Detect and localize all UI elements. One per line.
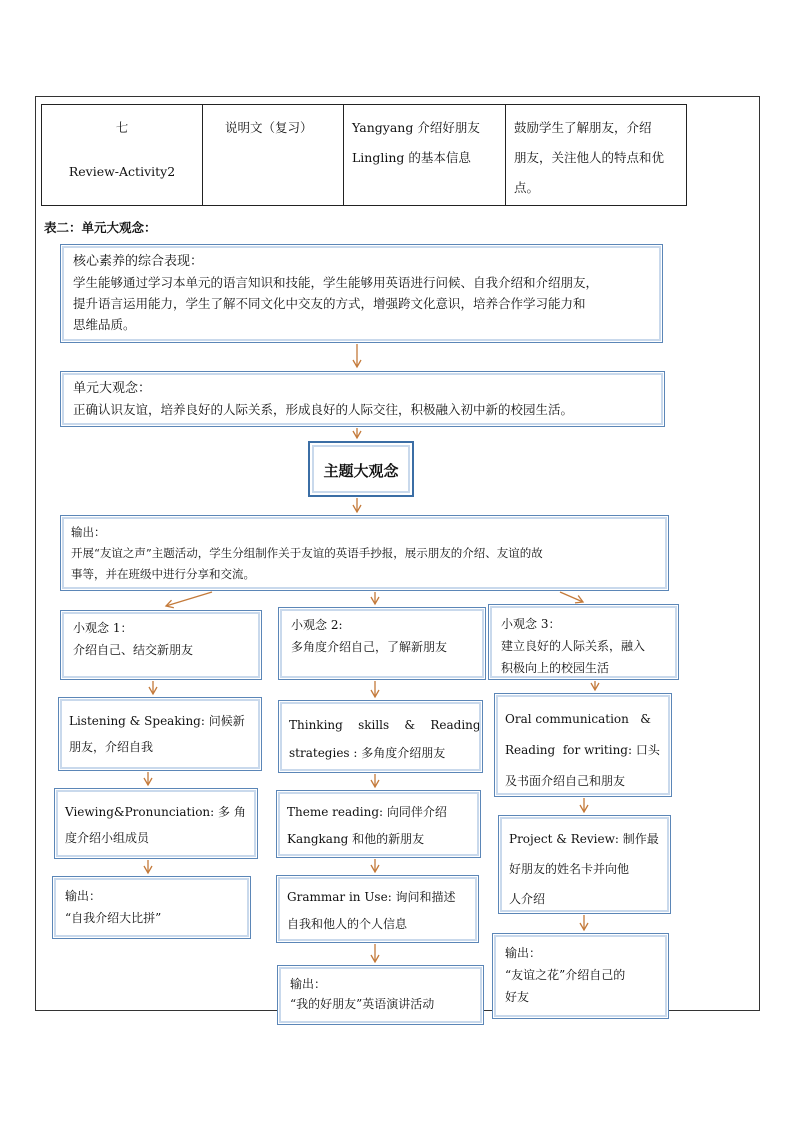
col2-output-title: 输出： bbox=[290, 977, 327, 991]
col2-step-2-line-2: Kangkang 和他的新朋友 bbox=[287, 832, 425, 846]
col2-step-3-line-1: Grammar in Use: 询问和描述 bbox=[287, 890, 456, 904]
col2-step-2-line-1: Theme reading: 向同伴介绍 bbox=[287, 805, 447, 819]
col3-step-1-line-2: Reading for writing: 口头 bbox=[505, 743, 660, 757]
unit-title: 单元大观念： bbox=[73, 381, 152, 396]
core-line-3: 思维品质。 bbox=[73, 317, 136, 332]
col2-step-1-line-2: strategies : 多角度介绍朋友 bbox=[289, 746, 446, 760]
col3-step-2-line-2: 好朋友的姓名卡并向他 bbox=[509, 862, 630, 876]
col1-output-text: “自我介绍大比拼” bbox=[65, 911, 162, 925]
col2-step-3-line-2: 自我和他人的个人信息 bbox=[287, 917, 408, 931]
col3-output-title: 输出： bbox=[505, 946, 542, 960]
col2-step-1-line-1: Thinking skills & Reading bbox=[289, 718, 481, 732]
concept-1-title: 小观念 1： bbox=[73, 621, 133, 635]
concept-2-text: 多角度介绍自己，了解新朋友 bbox=[291, 640, 448, 654]
core-line-2: 提升语言运用能力，学生了解不同文化中交友的方式，增强跨文化意识，培养合作学习能力和 bbox=[73, 296, 586, 311]
col1-step-2-line-1: Viewing&Pronunciation: 多 角 bbox=[65, 805, 246, 819]
core-line-1: 学生能够通过学习本单元的语言知识和技能，学生能够用英语进行问候、自我介绍和介绍朋友， bbox=[73, 275, 599, 290]
main-output-line-2: 事等，并在班级中进行分享和交流。 bbox=[71, 567, 255, 581]
main-output-line-1: 开展“友谊之声”主题活动，学生分组制作关于友谊的英语手抄报，展示朋友的介绍、友谊的故 bbox=[71, 546, 543, 560]
arrow-output-to-concept-1 bbox=[166, 592, 212, 606]
col1-step-2-line-2: 度介绍小组成员 bbox=[65, 831, 150, 845]
col2-output-text: “我的好朋友”英语演讲活动 bbox=[290, 997, 435, 1011]
content-line-2: Lingling 的基本信息 bbox=[352, 150, 471, 165]
concept-3-text-1: 建立良好的人际关系，融入 bbox=[501, 639, 646, 653]
col3-step-1-line-3: 及书面介绍自己和朋友 bbox=[505, 774, 626, 788]
col3-step-2-line-3: 人介绍 bbox=[509, 892, 546, 906]
concept-3-title: 小观念 3： bbox=[501, 617, 561, 631]
col3-output-text-1: “友谊之花”介绍自己的 bbox=[505, 968, 626, 982]
goal-line-3: 点。 bbox=[514, 180, 540, 195]
genre-text: 说明文（复习） bbox=[225, 120, 313, 135]
lesson-number: 七 bbox=[115, 120, 129, 135]
arrow-output-to-concept-3 bbox=[560, 592, 583, 602]
lesson-title: Review-Activity2 bbox=[68, 164, 176, 179]
col3-output-text-2: 好友 bbox=[505, 990, 530, 1004]
theme-label: 主题大观念 bbox=[323, 462, 399, 480]
goal-line-2: 朋友，关注他人的特点和优 bbox=[514, 150, 665, 165]
main-output-title: 输出： bbox=[71, 525, 106, 539]
col3-step-2-line-1: Project & Review: 制作最 bbox=[509, 832, 659, 846]
concept-2-title: 小观念 2: bbox=[291, 618, 343, 632]
goal-line-1: 鼓励学生了解朋友，介绍 bbox=[514, 120, 652, 135]
concept-1-text: 介绍自己、结交新朋友 bbox=[73, 643, 194, 657]
content-line-1: Yangyang 介绍好朋友 bbox=[352, 120, 480, 135]
col3-step-1-line-1: Oral communication & bbox=[505, 712, 651, 726]
col1-step-1-line-2: 朋友，介绍自我 bbox=[69, 740, 154, 754]
col1-output-title: 输出： bbox=[65, 889, 102, 903]
unit-line-1: 正确认识友谊，培养良好的人际关系，形成良好的人际交往，积极融入初中新的校园生活。 bbox=[73, 402, 574, 417]
section-caption: 表二：单元大观念： bbox=[44, 220, 157, 235]
col1-step-1-line-1: Listening & Speaking: 问候新 bbox=[69, 714, 245, 728]
concept-3-text-2: 积极向上的校园生活 bbox=[501, 661, 610, 675]
core-title: 核心素养的综合表现： bbox=[73, 254, 204, 269]
